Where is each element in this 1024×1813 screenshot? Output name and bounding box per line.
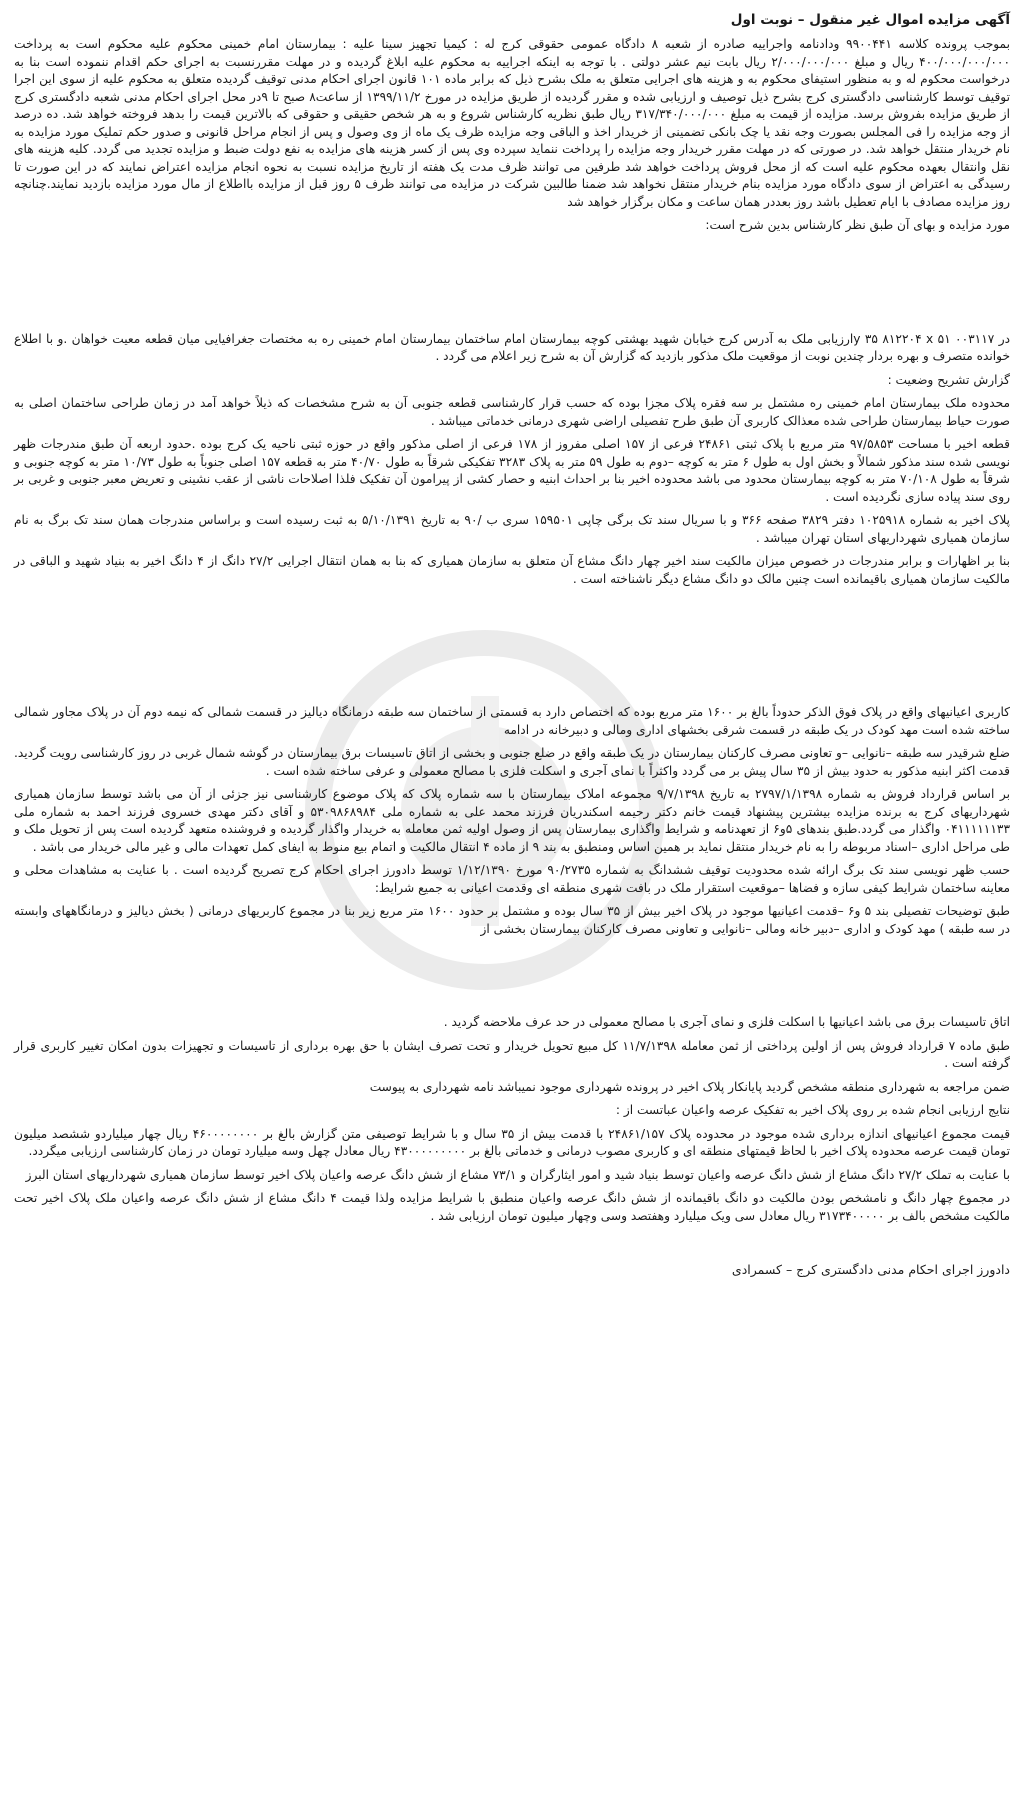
paragraph-ownership: بنا بر اظهارات و برابر مندرجات در خصوص میزان مالکیت سند اخیر چهار دانگ مشاع آن متعلق به سازمان همیاری که بنا به همان انتقال اجرایی ۲۷/۲ دانگ از ۴ دانگ اخیر به بنیاد شهید و الباقی در مالکیت سازمان همیاری باقیمانده است چنین مالک دو دانگ مشاع دیگر ناشناخته است . — [14, 554, 1010, 586]
paragraph-restriction: حسب ظهر نویسی سند تک برگ ارائه شده محدودیت توقیف ششدانگ به شماره ۹۰/۲۷۳۵ مورخ ۱/۱۲/۱۳۹۰ توسط دادورز اجرای احکام کرج تصریح گردیده است . با عنایت به مشاهدات محلی و معاینه ساختمان شرایط کیفی سازه و فضاها –موقعیت استقرار ملک در بافت شهری منطقه ای وقدمت اعیانی به جمیع شرایط: — [14, 863, 1011, 895]
paragraph-results-heading: نتایج ارزیابی انجام شده بر روی پلاک اخیر به تفکیک عرصه واعیان عباتست از : — [615, 1103, 1010, 1117]
notice-title: آگهی مزایده اموال غیر منقول – نوبت اول — [730, 12, 1010, 28]
paragraph-valuation: قیمت مجموع اعیانیهای اندازه برداری شده موجود در محدوده پلاک ۲۴۸۶۱/۱۵۷ با قدمت بیش از ۳۵ سال و با شرایط توصیفی متن گزارش بالغ بر ۴۶۰۰۰۰۰۰۰۰ ریال چهار میلیاردو ششصد میلیون تومان قیمت عرصه محدوده پلاک اخیر با لحاظ قیمتهای منطقه ای و کاربری مصوب درمانی و خدماتی بالغ بر ۴۳۰۰۰۰۰۰۰۰۰ ریال معادل چهل وسه میلیارد تومان در زمان کارشناسی ارزیابی میگردد. — [14, 1126, 1011, 1158]
paragraph-area: قطعه اخیر با مساحت ۹۷/۵۸۵۳ متر مربع با پلاک ثبتی ۲۴۸۶۱ فرعی از ۱۵۷ اصلی مفروز از ۱۷۸ فرعی از اصلی مذکور واقع در حوزه ثبتی ناحیه یک کرج بوده .حدود اربعه آن طبق مندرجات ظهر نویسی شده سند مذکور شمالاً و بخش اول به طول ۶ متر به کوچه –دوم به طول ۵۹ متر به پلاک ۳۲۸۳ تفکیکی شرقاً به طول ۴۰/۷۰ متر به قطعه ۱۵۷ اصلی جنوباً به طول ۱۰/۷۳ متر به کوچه جنوبی و شرقاً به طول ۷۰/۱۰۸ متر به کوچه بیمارستان محدود می باشد محدوده اخیر بنا بر احداث ابنیه و حصار کشی از پیرامون آن تفکیک فلذا اصلاحات ناشی از عقب نشینی و تعریض معبر جنوبی و غربی بر روی سند پیاده سازی نگردیده است . — [14, 437, 1010, 504]
paragraph-east-side: ضلع شرقیدر سه طبقه –نانوایی –و تعاونی مصرف کارکنان بیمارستان در یک طبقه واقع در ضلع جنوبی و بخشی از اتاق تاسیسات برق بیمارستان در گوشه شمال غربی در روز کارشناسی رویت گردید. قدمت اکثر ابنیه مذکور به حدود بیش از ۳۵ سال پیش بر می گردد واکثراً با نمای آجری و اسکلت فلزی با مصالح معمولی و عرفی ساخته شده است . — [14, 746, 1010, 778]
paragraph-report-heading: گزارش تشریح وضعیت : — [887, 372, 1010, 387]
paragraph-registration: پلاک اخیر به شماره ۱۰۲۵۹۱۸ دفتر ۳۸۲۹ صفحه ۳۶۶ و با سریال سند تک برگی چاپی ۱۵۹۵۰۱ سری ب /۹۰ به تاریخ ۵/۱۰/۱۳۹۱ به ثبت رسیده است و براساس مندرجات همان سند تک برگ به نام سازمان همیاری شهرداریهای استان تهران میباشد . — [14, 513, 1010, 545]
paragraph-subject: مورد مزایده و بهای آن طبق نظر کارشناس بدین شرح است: — [705, 218, 1010, 232]
paragraph-facilities: اتاق تاسیسات برق می باشد اعیانیها با اسکلت فلزی و نمای آجری با مصالح معمولی در حد عرف ملاحضه گردید . — [443, 1015, 1010, 1029]
paragraph-municipality: ضمن مراجعه به شهرداری منطقه مشخص گردید پایانکار پلاک اخیر در پرونده شهرداری موجود نمیباشد نامه شهرداری به پیوست — [369, 1079, 1010, 1094]
paragraph-article7: طبق ماده ۷ قرارداد فروش پس از اولین پرداختی از ثمن معامله ۱۱/۷/۱۳۹۸ کل مبیع تحویل خریدار و تحت تصرف ایشان با حق بهره برداری از تاسیسات و تجهیزات بدون امکان تغییر کاربری قرار گرفته است . — [14, 1038, 1010, 1070]
paragraph-boundary: محدوده ملک بیمارستان امام خمینی ره مشتمل بر سه فقره پلاک مجزا بوده که حسب قرار کارشناسی قطعه جنوبی آن به شرح مشخصات که ذیلاً خواهد آمد در زمان طراحی ساختمان اصلی به صورت حیاط بیمارستان طراحی شده معذالک کاربری آن طبق طرح تفصیلی اراضی شهری درمانی خدماتی میباشد . — [14, 396, 1010, 428]
signature-line: دادورز اجرای احکام مدنی دادگستری کرج – کسمرادی — [731, 1262, 1010, 1277]
paragraph-location: در ۰۰۳۱۱۷ ۵۱ y ۳۵ ۸۱۲۲۰۴ xارزیابی ملک به آدرس کرج خیابان شهید بهشتی کوچه بیمارستان امام ساختمان بیمارستان امام خمینی ره به مختصات جغرافیایی میان قطعه معیت خواهان .و با اطلاع خوانده متصرف و بهره بردار چندین نوبت از موقعیت ملک مذکور بازدید که گزارش آن به شرح زیر اعلام می گردد . — [14, 331, 1011, 363]
paragraph-intro: بموجب پرونده کلاسه ۹۹۰۰۴۴۱ ودادنامه واجراییه صادره از شعبه ۸ دادگاه عمومی حقوقی کرج له : کیمیا تجهیز سینا علیه : بیمارستان امام خمینی محکوم علیه محکوم است به پرداخت ۴۰۰/۰۰۰/۰۰۰/۰۰۰ ریال و مبلغ ۲/۰۰۰/۰۰۰/۰۰۰ ریال بابت نیم عشر دولتی . با توجه به اینکه اجراییه به محکوم علیه ابلاغ گردیده و در مهلت مقررنسبت به اجرای حکم اقدام ننموده است بنا به درخواست محکوم له و به منظور استیفای محکوم به و هزینه های اجرایی متعلق به ملک بشرح ذیل که برابر ماده ۱۰۱ قانون اجرای احکام مدنی توقیف گردیده متعلق به محکوم علیه از سوی این اجرا توقیف توسط کارشناسی دادگستری کرج بشرح ذیل توصیف و ارزیابی شده و مقرر گردیده از طریق مزایده در مورخ ۱۳۹۹/۱۱/۲ از ساعت۸ صبح تا ۹در محل اجرای احکام مدنی شعبه دادگستری کرج از طریق مزایده بفروش برسد. مزایده از قیمت به مبلغ ۳۱۷/۳۴۰/۰۰۰/۰۰۰ ریال طبق نظریه کارشناس شروع و به هر شخص حقیقی و حقوقی که بالاترین قیمت را بدهد فروخته خواهد شد. ده درصد از وجه مزایده را فی المجلس بصورت وجه نقد یا چک بانکی تضمینی از خریدار اخذ و الباقی وجه مزایده ظرف یک ماه از وی وصول و پس از انجام مراحل قانونی و صدور حکم تملیک مورد مزایده به نام خریدار منتقل خواهد شد. در صورتی که در مهلت مقرر خریدار وجه مزایده را پرداخت ننماید سپرده وی پس از کسر هزینه های مزایده به نفع دولت ضبط و مزایده تجدید می گردد. کلیه هزینه های نقل وانتقال بعهده محکوم علیه است که از محل فروش پرداخت خواهد شد طرفین می توانند ظرف مدت یک هفته از تاریخ مزایده نسبت به نحوه انجام مزایده اعتراض نمایند که در این صورت تا رسیدگی به اعتراض از سوی دادگاه مورد مزایده بنام خریدار منتقل نخواهد شد ضمنا طالبین شرکت در مزایده می توانند ظرف ۵ روز قبل از مزایده بااطلاع از مال مورد مزایده بازدید نمایند.چنانچه روز مزایده مصادف با ایام تعطیل باشد روز بعددر همان ساعت و مکان برگزار خواهد شد — [14, 37, 1010, 209]
paragraph-final-price: در مجموع چهار دانگ و نامشخص بودن مالکیت دو دانگ باقیمانده از شش دانگ عرصه واعیان منطبق با شرایط مزایده ولذا قیمت ۴ دانگ مشاع از شش دانگ عرصه واعیان ملک پلاک اخیر تحت مالکیت مشخص بالف بر ۳۱۷۳۴۰۰۰۰۰ ریال معادل سی ویک میلیارد وهفتصد وسی وچهار میلیون تومان ارزیابی شد . — [14, 1191, 1010, 1223]
paragraph-details: طبق توضیحات تفصیلی بند ۵ و۶ –قدمت اعیانیها موجود در پلاک اخیر بیش از ۳۵ سال بوده و مشتمل بر حدود ۱۶۰۰ متر مربع زیر بنا در مجموع کاربریهای درمانی ( بخش دیالیز و درمانگاههای وابسته در سه طبقه ) مهد کودک و اداری –دبیر خانه ومالی –نانوایی و تعاونی مصرف کارکنان بیمارستان بخشی از — [14, 904, 1011, 936]
paragraph-shares: با عنایت به تملک ۲۷/۲ دانگ مشاع از شش دانگ عرصه واعیان توسط بنیاد شید و امور ایثارگران و ۷۳/۱ مشاع از شش دانگ عرصه واعیان پلاک اخیر توسط سازمان همیاری شهرداریهای استان البرز — [25, 1167, 1010, 1182]
paragraph-contract: بر اساس قرارداد فروش به شماره ۲۷۹۷/۱/۱۳۹۸ به تاریخ ۹/۷/۱۳۹۸ مجموعه املاک بیمارستان با سه شماره پلاک که پلاک موضوع کارشناسی نیز جزئی از آن می باشد توسط سازمان همیاری شهرداریهای کرج به برنده مزایده بیشترین پیشنهاد قیمت خانم دکتر رحیمه اسکندریان فرزند محمد علی به شماره ملی ۵۳۰۹۸۶۸۹۸۴ و آقای دکتر مهدی خسروی فرزند احمد به شماره ملی ۰۴۱۱۱۱۱۱۳۳ واگذار می گردد.طبق بندهای ۵و۶ از تعهدنامه و شرایط واگذاری بیمارستان پس از وصول اولیه ثمن معامله به خریدار واگذار گردیده و فروشنده متعهد گردیده است پس از تحویل ملک و طی مراحل اداری –اسناد مربوطه را به نام خریدار منتقل نماید بر همین اساس ومنطبق به بند ۹ از ماده ۴ انتقال مالکیت و اتمام بیع منوط به ایفای کمل تعهدات مالی و غیر مالی خریدار می باشد . — [14, 787, 1011, 854]
paragraph-usage: کاربری اعیانیهای واقع در پلاک فوق الذکر حدوداً بالغ بر ۱۶۰۰ متر مربع بوده که اختصاص دارد به قسمتی از ساختمان سه طبقه درمانگاه دیالیز در قسمت شمالی که نیمه دوم آن در پلاک مجاور شمالی ساخته شده است مهد کودک در یک طبقه در قسمت شرقی بخشهای اداری ومالی و دبیرخانه در ادامه — [14, 705, 1010, 737]
